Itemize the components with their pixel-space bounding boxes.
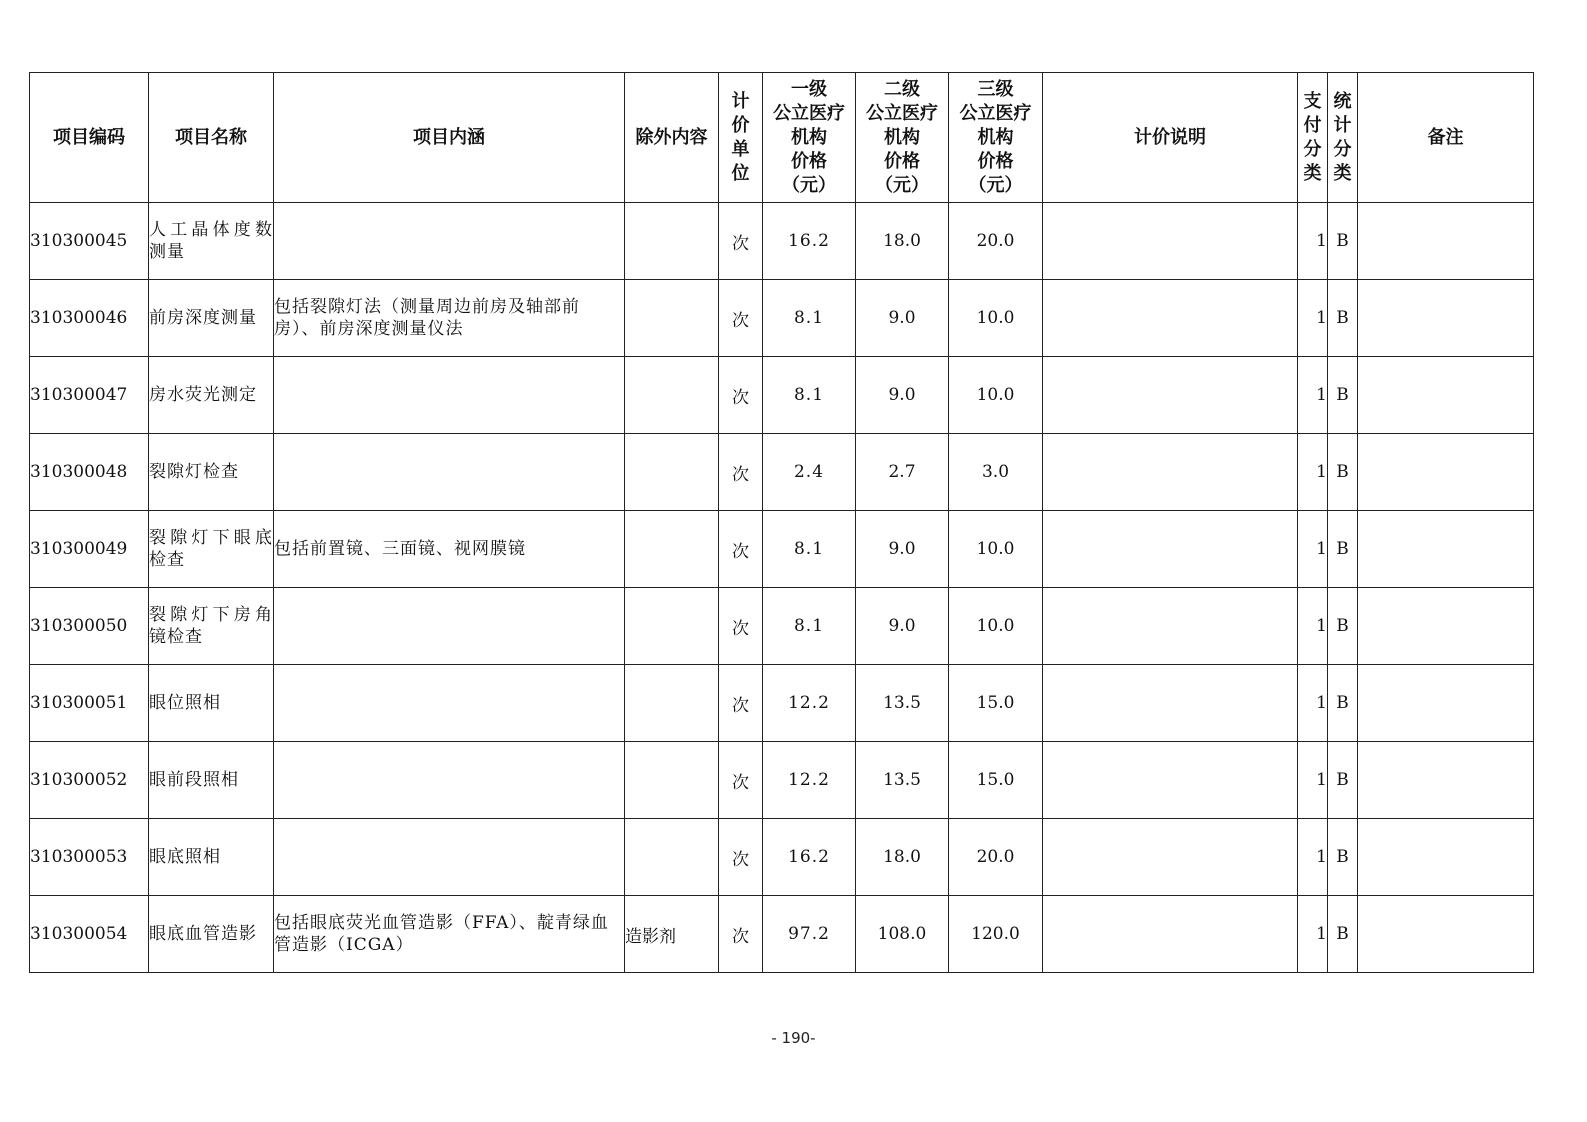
- table-header-row: [30, 73, 1534, 203]
- cell-code: 310300053: [30, 819, 149, 896]
- cell-unit: 次: [719, 588, 763, 665]
- page-number: - 190-: [771, 1029, 816, 1047]
- cell-unit: 次: [719, 357, 763, 434]
- cell-price-level2: 9.0: [856, 280, 949, 357]
- table-row: [30, 665, 1534, 742]
- header-name: 项目名称: [149, 73, 274, 203]
- table-row: [30, 434, 1534, 511]
- cell-remarks: [1358, 511, 1534, 588]
- cell-stat-class: B: [1328, 819, 1358, 896]
- header-price-level1: 一级 公立医疗 机构 价格 （元）: [763, 73, 856, 203]
- cell-payment-class: 1: [1298, 819, 1328, 896]
- cell-unit: 次: [719, 665, 763, 742]
- cell-name: 裂隙灯检查: [149, 434, 274, 511]
- cell-exclusion: [625, 203, 719, 280]
- header-unit: 计价单位: [719, 73, 763, 203]
- price-table: [29, 72, 1534, 973]
- header-pricing-note: 计价说明: [1043, 73, 1298, 203]
- cell-content: [274, 203, 625, 280]
- cell-price-level3: 3.0: [949, 434, 1043, 511]
- cell-code: 310300046: [30, 280, 149, 357]
- cell-pricing-note: [1043, 280, 1298, 357]
- cell-name: 眼前段照相: [149, 742, 274, 819]
- cell-price-level3: 10.0: [949, 588, 1043, 665]
- cell-exclusion: [625, 588, 719, 665]
- cell-price-level1: 16.2: [763, 819, 856, 896]
- cell-unit: 次: [719, 203, 763, 280]
- cell-price-level3: 20.0: [949, 819, 1043, 896]
- cell-stat-class: B: [1328, 896, 1358, 973]
- cell-payment-class: 1: [1298, 434, 1328, 511]
- cell-name: 眼位照相: [149, 665, 274, 742]
- cell-payment-class: 1: [1298, 511, 1328, 588]
- cell-price-level2: 108.0: [856, 896, 949, 973]
- cell-name: 眼底血管造影: [149, 896, 274, 973]
- cell-stat-class: B: [1328, 203, 1358, 280]
- table-row: [30, 896, 1534, 973]
- cell-stat-class: B: [1328, 357, 1358, 434]
- header-payment-class: 支付分类: [1298, 73, 1328, 203]
- cell-exclusion: 造影剂: [625, 896, 719, 973]
- header-code: 项目编码: [30, 73, 149, 203]
- cell-price-level2: 18.0: [856, 819, 949, 896]
- cell-payment-class: 1: [1298, 203, 1328, 280]
- cell-payment-class: 1: [1298, 280, 1328, 357]
- cell-price-level2: 9.0: [856, 588, 949, 665]
- cell-pricing-note: [1043, 742, 1298, 819]
- cell-price-level3: 10.0: [949, 511, 1043, 588]
- header-stat-class: 统计分类: [1328, 73, 1358, 203]
- cell-code: 310300054: [30, 896, 149, 973]
- cell-price-level2: 9.0: [856, 511, 949, 588]
- cell-code: 310300052: [30, 742, 149, 819]
- cell-exclusion: [625, 511, 719, 588]
- cell-pricing-note: [1043, 511, 1298, 588]
- cell-stat-class: B: [1328, 665, 1358, 742]
- table-row: [30, 357, 1534, 434]
- header-price-level2: 二级 公立医疗 机构 价格 （元）: [856, 73, 949, 203]
- cell-exclusion: [625, 434, 719, 511]
- cell-exclusion: [625, 665, 719, 742]
- cell-name: 裂隙灯下眼底检查: [149, 511, 274, 588]
- cell-remarks: [1358, 742, 1534, 819]
- cell-payment-class: 1: [1298, 896, 1328, 973]
- cell-price-level1: 16.2: [763, 203, 856, 280]
- cell-name: 裂隙灯下房角镜检查: [149, 588, 274, 665]
- cell-pricing-note: [1043, 819, 1298, 896]
- cell-content: [274, 357, 625, 434]
- cell-price-level3: 15.0: [949, 742, 1043, 819]
- cell-stat-class: B: [1328, 434, 1358, 511]
- cell-code: 310300050: [30, 588, 149, 665]
- cell-price-level3: 120.0: [949, 896, 1043, 973]
- cell-payment-class: 1: [1298, 742, 1328, 819]
- cell-content: [274, 742, 625, 819]
- cell-remarks: [1358, 819, 1534, 896]
- cell-price-level3: 10.0: [949, 280, 1043, 357]
- cell-price-level2: 13.5: [856, 742, 949, 819]
- header-price-level3: 三级 公立医疗 机构 价格 （元）: [949, 73, 1043, 203]
- cell-code: 310300049: [30, 511, 149, 588]
- cell-unit: 次: [719, 434, 763, 511]
- cell-content: [274, 819, 625, 896]
- cell-content: 包括裂隙灯法（测量周边前房及轴部前房）、前房深度测量仪法: [274, 280, 625, 357]
- cell-remarks: [1358, 434, 1534, 511]
- cell-remarks: [1358, 588, 1534, 665]
- cell-stat-class: B: [1328, 511, 1358, 588]
- cell-name: 眼底照相: [149, 819, 274, 896]
- cell-remarks: [1358, 203, 1534, 280]
- cell-payment-class: 1: [1298, 357, 1328, 434]
- cell-exclusion: [625, 819, 719, 896]
- cell-remarks: [1358, 280, 1534, 357]
- cell-stat-class: B: [1328, 742, 1358, 819]
- table-row: [30, 511, 1534, 588]
- cell-pricing-note: [1043, 434, 1298, 511]
- cell-payment-class: 1: [1298, 665, 1328, 742]
- cell-content: [274, 434, 625, 511]
- cell-unit: 次: [719, 280, 763, 357]
- cell-unit: 次: [719, 742, 763, 819]
- table-row: [30, 819, 1534, 896]
- cell-pricing-note: [1043, 203, 1298, 280]
- header-content: 项目内涵: [274, 73, 625, 203]
- cell-name: 人工晶体度数测量: [149, 203, 274, 280]
- cell-price-level2: 9.0: [856, 357, 949, 434]
- cell-price-level2: 13.5: [856, 665, 949, 742]
- cell-price-level3: 20.0: [949, 203, 1043, 280]
- table-row: [30, 742, 1534, 819]
- cell-price-level1: 8.1: [763, 511, 856, 588]
- cell-stat-class: B: [1328, 280, 1358, 357]
- cell-price-level1: 8.1: [763, 588, 856, 665]
- table-row: [30, 203, 1534, 280]
- cell-content: 包括眼底荧光血管造影（FFA）、靛青绿血管造影（ICGA）: [274, 896, 625, 973]
- cell-price-level1: 8.1: [763, 357, 856, 434]
- cell-pricing-note: [1043, 896, 1298, 973]
- table-row: [30, 588, 1534, 665]
- cell-content: [274, 588, 625, 665]
- cell-price-level1: 97.2: [763, 896, 856, 973]
- cell-payment-class: 1: [1298, 588, 1328, 665]
- cell-price-level3: 10.0: [949, 357, 1043, 434]
- cell-price-level3: 15.0: [949, 665, 1043, 742]
- cell-price-level1: 8.1: [763, 280, 856, 357]
- cell-unit: 次: [719, 819, 763, 896]
- cell-exclusion: [625, 280, 719, 357]
- cell-exclusion: [625, 742, 719, 819]
- cell-remarks: [1358, 357, 1534, 434]
- cell-price-level1: 12.2: [763, 665, 856, 742]
- cell-code: 310300047: [30, 357, 149, 434]
- cell-pricing-note: [1043, 357, 1298, 434]
- cell-exclusion: [625, 357, 719, 434]
- cell-unit: 次: [719, 511, 763, 588]
- cell-remarks: [1358, 896, 1534, 973]
- cell-remarks: [1358, 665, 1534, 742]
- cell-code: 310300048: [30, 434, 149, 511]
- cell-price-level2: 18.0: [856, 203, 949, 280]
- cell-pricing-note: [1043, 588, 1298, 665]
- header-exclusion: 除外内容: [625, 73, 719, 203]
- cell-price-level2: 2.7: [856, 434, 949, 511]
- cell-content: [274, 665, 625, 742]
- cell-content: 包括前置镜、三面镜、视网膜镜: [274, 511, 625, 588]
- table-row: [30, 280, 1534, 357]
- cell-price-level1: 2.4: [763, 434, 856, 511]
- cell-name: 前房深度测量: [149, 280, 274, 357]
- cell-pricing-note: [1043, 665, 1298, 742]
- cell-code: 310300051: [30, 665, 149, 742]
- cell-name: 房水荧光测定: [149, 357, 274, 434]
- cell-unit: 次: [719, 896, 763, 973]
- cell-stat-class: B: [1328, 588, 1358, 665]
- cell-price-level1: 12.2: [763, 742, 856, 819]
- cell-code: 310300045: [30, 203, 149, 280]
- header-remarks: 备注: [1358, 73, 1534, 203]
